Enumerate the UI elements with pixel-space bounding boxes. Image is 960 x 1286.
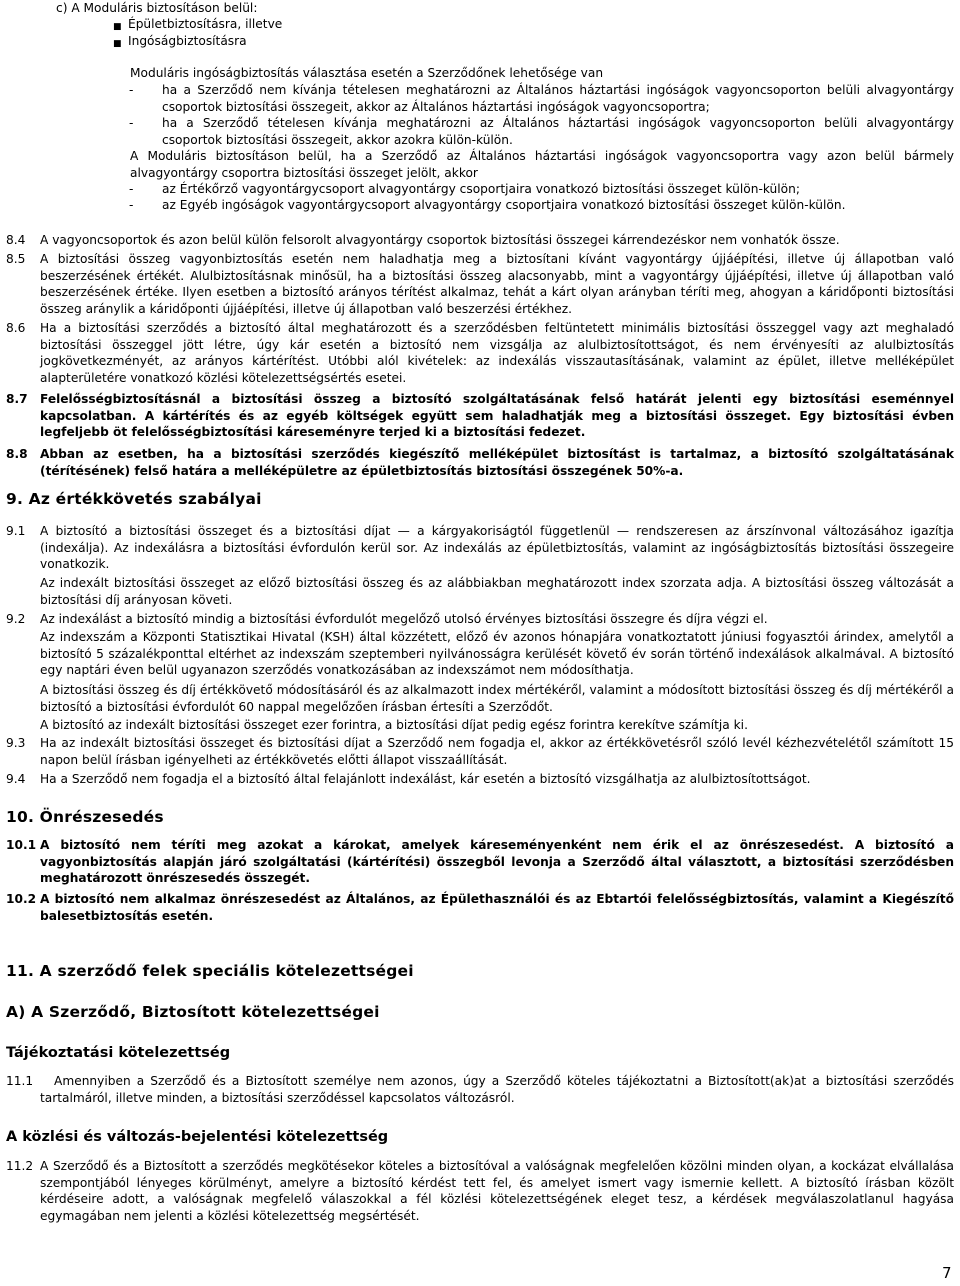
clause-text: Ha a Szerződő nem fogadja el a biztosító által felajánlott indexálást, kár esetén a biztosító vizsgálhatja az alulbiztosítottságot. (40, 772, 811, 786)
clause-text: A biztosítási összeg vagyonbiztosítás esetén nem haladhatja meg a biztosítani kívánt vagyontárgy újjáépítési, illetve új állapotban való beszerzésének értékét. Alulbiztosításnak minősül, ha a biztosítási összeg alacsonyabb, mint a vagyontárgy újjáépítési, illetve új állapotban való beszerzésének értéke. Ilyen esetben a biztosító arányos térítést alkalmaz, tehát a kárt olyan arányban téríti meg, ahogyan a káridőponti biztosítási összeg aránylik a káridőponti újjáépítési, illetve új állapotban való beszerzési értékhez. (40, 252, 954, 316)
clause-text: A biztosító nem téríti meg azokat a károkat, amelyek káreseményenként nem érik el az önrészesedést. A biztosító a vagyonbiztosítás alapján járó szolgáltatási (kártérítési) összegből levonja a Szerződő által választott, a biztosítási szerződésben meghatározott önrészesedés összegét. (40, 838, 954, 886)
clause-text: Ha az indexált biztosítási összeget és biztosítási díjat a Szerződő nem fogadja el, akkor az értékkövetésről szóló levél kézhezvételétől számított 15 napon belül írásban igényelheti az értékkövetés előtti állapot visszaállítását. (40, 736, 954, 767)
bullet-icon: ■ (113, 39, 122, 49)
clause-text: A vagyoncsoportok és azon belül külön felsorolt alvagyontárgy csoportok biztosítási összegei kárrendezéskor nem vonhatók össze. (40, 233, 840, 247)
section-heading: 11. A szerződő felek speciális kötelezettségei (6, 962, 414, 980)
clause-text: A biztosító a biztosítási összeget és a biztosítási díjat — a kárgyakoriságtól függetlenül — rendszeresen az árszínvonal változásához igazítja (indexálja). Az indexálásra a biztosítási évfordulón kerül sor. Az indexálás az épületbiztosítás, valamint az ingóságbiztosítás biztosítási összegeire vonatkozik. (40, 524, 954, 572)
paragraph: A Moduláris biztosításon belül, ha a Szerződő az Általános háztartási ingóságok vagyoncsoportra vagy azon belül bármely alvagyontárgy csoportra biztosítási összeget jelölt, akkor (130, 149, 954, 180)
clause-text: Az indexálást a biztosító mindig a biztosítási évfordulót megelőző utolsó érvényes biztosítási összegre és díjra végzi el. (40, 612, 768, 626)
clause-number: 8.8 (6, 447, 28, 461)
dash-item: ha a Szerződő tételesen kívánja meghatározni az Általános háztartási ingóságok vagyoncsoporton belüli alvagyontárgy csoportok biztosítási összegeit, akkor azokra külön-külön. (162, 116, 954, 147)
clause-number: 8.7 (6, 392, 28, 406)
subsection-heading: Tájékoztatási kötelezettség (6, 1045, 231, 1061)
clause-number: 8.5 (6, 252, 26, 266)
clause-text: A biztosítási összeg és díj értékkövető módosításáról és az alkalmazott index mértékéről, valamint a módosított biztosítási összeg és díj mértékéről a biztosító a biztosítási évfordulót 60 nappal megelőzően írásban értesíti a Szerződőt. (40, 683, 954, 714)
bullet-item: Ingóságbiztosításra (128, 34, 247, 48)
clause-number: 9.3 (6, 736, 26, 750)
clause-text: Abban az esetben, ha a biztosítási szerződés kiegészítő melléképület biztosítást is tartalmaz, a biztosító szolgáltatásának (térítésének) felső határa a melléképületre az épületbiztosítás biztosítási összegének 50%-a. (40, 447, 954, 478)
clause-text: Ha a biztosítási szerződés a biztosító által meghatározott és a szerződésben feltüntetett minimális biztosítási összeggel vagy azt meghaladó biztosítási összeggel jött létre, úgy kár esetén a biztosító nem vizsgálja az alulbiztosítottságot, és nem érvényesíti az alulbiztosítás jogkövetkezményét, az arányos kártérítést. Utóbbi alól kivételek: az indexálás visszautasításának, valamint az épület, illetve melléképület alapterületére vonatkozó közlési kötelezettségsértés esetei. (40, 321, 954, 385)
clause-text: A biztosító az indexált biztosítási összeget ezer forintra, a biztosítási díjat pedig egész forintra kerekítve számítja ki. (40, 718, 748, 732)
dash-marker: - (129, 182, 134, 196)
subsection-heading: A) A Szerződő, Biztosított kötelezettségei (6, 1003, 380, 1021)
clause-number: 9.2 (6, 612, 26, 626)
clause-number: 10.1 (6, 838, 37, 852)
dash-item: az Egyéb ingóságok vagyontárgycsoport alvagyontárgy csoportjaira vonatkozó biztosítási összeget külön-külön. (162, 198, 846, 212)
clause-text: A biztosító nem alkalmaz önrészesedést az Általános, az Épülethasználói és az Ebtartói felelősségbiztosítás, valamint a Kiegészítő balesetbiztosítás esetén. (40, 892, 954, 923)
clause-number: 9.1 (6, 524, 26, 538)
clause-text: Az indexszám a Központi Statisztikai Hivatal (KSH) által közzétett, előző év azonos hónapjára vonatkoztatott júniusi fogyasztói árindex, amelytől a biztosító 5 százalékponttal eltérhet az indexszám szeptemberi nyilvánosságra kerülését követő év során történő indexálások alkalmával. A biztosító egy naptári éven belül ugyanazon szerződés vonatkozásában az indexszámot nem módosíthatja. (40, 630, 954, 678)
clause-text: Az indexált biztosítási összeget az előző biztosítási összeg és az alábbiakban meghatározott index szorzata adja. A biztosítási összeg változását a biztosítási díj arányosan követi. (40, 576, 954, 607)
subsection-heading: A közlési és változás-bejelentési kötelezettség (6, 1129, 389, 1145)
dash-item: ha a Szerződő nem kívánja tételesen meghatározni az Általános háztartási ingóságok vagyoncsoporton belüli alvagyontárgy csoportok biztosítási összegeit, akkor az Általános háztartási ingóságok vagyoncsoportra; (162, 83, 954, 114)
dash-marker: - (129, 83, 134, 97)
clause-number: 8.4 (6, 233, 26, 247)
paragraph: Moduláris ingóságbiztosítás választása esetén a Szerződőnek lehetősége van (130, 66, 604, 80)
dash-marker: - (129, 198, 134, 212)
clause-number: 8.6 (6, 321, 26, 335)
bullet-item: Épületbiztosításra, illetve (128, 17, 283, 31)
section-heading: 10. Önrészesedés (6, 808, 164, 826)
dash-item: az Értékőrző vagyontárgycsoport alvagyontárgy csoportjaira vonatkozó biztosítási összeget külön-külön; (162, 182, 800, 196)
clause-number: 10.2 (6, 892, 37, 906)
clause-number: 11.1 (6, 1074, 34, 1088)
clause-number: 9.4 (6, 772, 26, 786)
section-heading: 9. Az értékkövetés szabályai (6, 490, 262, 508)
section-c-heading: c) A Moduláris biztosításon belül: (56, 1, 258, 15)
clause-text: Felelősségbiztosításnál a biztosítási összeg a biztosító szolgáltatásának felső határát jelenti egy biztosítási eseménnyel kapcsolatban. A kártérítés és az egyéb költségek együtt sem haladhatják meg a biztosítási összeget. Egy biztosítási évben legfeljebb öt felelősségbiztosítási káreseményre terjed ki a biztosítási fedezet. (40, 392, 954, 440)
clause-text: Amennyiben a Szerződő és a Biztosított személye nem azonos, úgy a Szerződő köteles tájékoztatni a Biztosított(ak)at a biztosítási szerződés tartalmáról, illetve minden, a biztosítási szerződéssel kapcsolatos változásról. (40, 1074, 954, 1105)
clause-text: A Szerződő és a Biztosított a szerződés megkötésekor köteles a biztosítóval a valóságnak megfelelően közölni minden olyan, a kockázat elvállalása szempontjából lényeges körülményt, amelyre a biztosító kérdést tett fel, és amelyet ismert vagy ismernie kellett. A biztosító írásban közölt kérdéseire adott, a valóságnak megfelelő válaszokkal a fél közlési kötelezettségének eleget tesz, a kérdések megválaszolatlanul hagyása egymagában nem jelenti a közlési kötelezettség megsértését. (40, 1159, 954, 1223)
dash-marker: - (129, 116, 134, 130)
clause-number: 11.2 (6, 1159, 34, 1173)
bullet-icon: ■ (113, 22, 122, 32)
page-number: 7 (942, 1264, 952, 1282)
